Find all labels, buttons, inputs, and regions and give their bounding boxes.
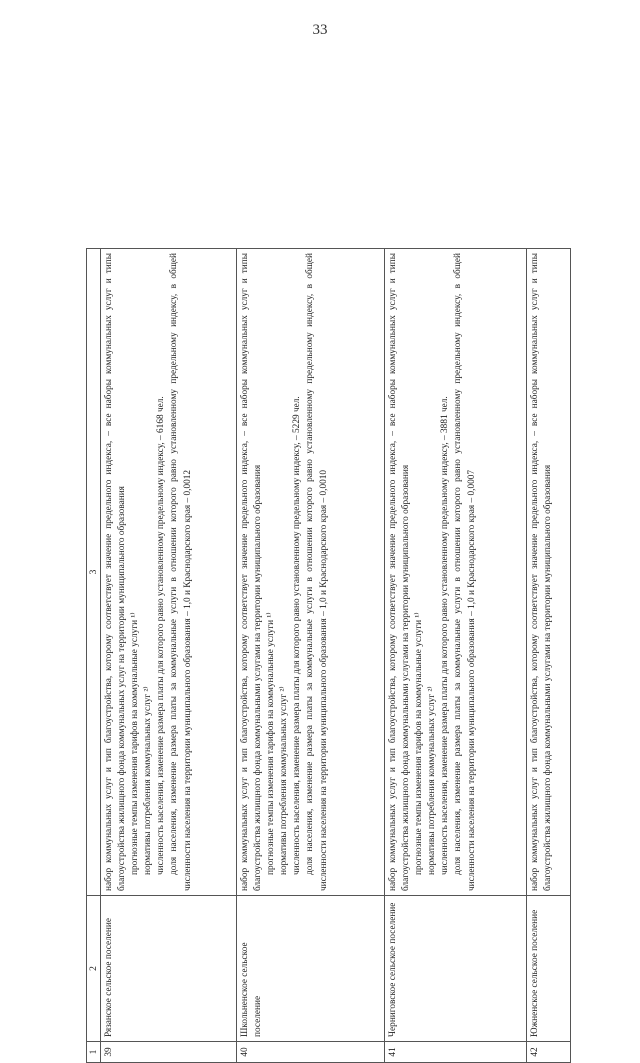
- desc-line: набор коммунальных услуг и тип благоустройства, которому соответствует значение предельного индекса, – все наборы коммунальных услуг и типы благоустройства жилищного фонда коммунальными услугами на территории муниципального образования: [240, 253, 264, 891]
- table-row: [101, 249, 237, 1063]
- desc-line: нормативы потребления коммунальных услуг ²⁾: [427, 686, 438, 875]
- table-row: [237, 249, 385, 1063]
- desc-line: численность населения, изменение размера платы для которого равно установленному предельному индексу, – 5229 чел.: [292, 396, 303, 875]
- row-number: 39: [101, 1042, 237, 1063]
- desc-line: прогнозные темпы изменения тарифов на коммунальные услуги ¹⁾: [130, 612, 141, 875]
- page-number: 33: [312, 22, 328, 38]
- settlement-name: Рязанское сельское поселение: [101, 896, 237, 1042]
- row-description: [237, 249, 385, 896]
- row-number: 42: [527, 1042, 571, 1063]
- desc-line: нормативы потребления коммунальных услуг ²⁾: [143, 686, 154, 875]
- desc-line: набор коммунальных услуг и тип благоустройства, которому соответствует значение предельного индекса, – все наборы коммунальных услуг и типы благоустройства жилищного фонда коммунальных услуг на территории муниципального образования: [104, 253, 128, 891]
- table-row: [385, 249, 527, 1063]
- desc-line: доля населения, изменение размера платы за коммунальные услуги в отношении которого равно установленному предельному индексу, в общей численности населения на территории муниципального образования – 1,0 и Краснодарского края – 0,0007: [453, 253, 477, 891]
- desc-line: прогнозные темпы изменения тарифов на коммунальные услуги ¹⁾: [414, 612, 425, 875]
- column-header-2: 2: [87, 896, 101, 1042]
- desc-line: нормативы потребления коммунальных услуг ²⁾: [279, 686, 290, 875]
- rotated-table-wrapper: [86, 248, 571, 1063]
- row-description: [385, 249, 527, 896]
- row-description: [101, 249, 237, 896]
- desc-line: доля населения, изменение размера платы за коммунальные услуги в отношении которого равно установленному предельному индексу, в общей численности населения на территории муниципального образования – 1,0 и Краснодарского края – 0,0010: [305, 253, 329, 891]
- desc-line: численность населения, изменение размера платы для которого равно установленному предельному индексу, – 6168 чел.: [156, 396, 167, 875]
- desc-line: доля населения, изменение размера платы за коммунальные услуги в отношении которого равно установленному предельному индексу, в общей численности населения на территории муниципального образования – 1,0 и Краснодарского края – 0,0012: [169, 253, 193, 891]
- row-description: [527, 249, 571, 896]
- column-header-3: 3: [87, 249, 101, 896]
- settlement-name: Черниговское сельское поселение: [385, 896, 527, 1042]
- table-row: [527, 249, 571, 1063]
- desc-line: прогнозные темпы изменения тарифов на коммунальные услуги ¹⁾: [266, 612, 277, 875]
- desc-line: численность населения, изменение размера платы для которого равно установленному предельному индексу, – 3881 чел.: [440, 396, 451, 875]
- column-header-1: 1: [87, 1042, 101, 1063]
- table-header-row: [87, 249, 101, 1063]
- desc-line: набор коммунальных услуг и тип благоустройства, которому соответствует значение предельного индекса, – все наборы коммунальных услуг и типы благоустройства жилищного фонда коммунальными услугами на территории муниципального образования: [388, 253, 412, 891]
- row-number: 40: [237, 1042, 385, 1063]
- settlement-name: Школьненское сельское поселение: [237, 896, 385, 1042]
- tariff-index-table: [86, 248, 571, 1063]
- desc-line: набор коммунальных услуг и тип благоустройства, которому соответствует значение предельного индекса, – все наборы коммунальных услуг и типы благоустройства жилищного фонда коммунальными услугами на территории муниципального образования: [530, 253, 554, 891]
- row-number: 41: [385, 1042, 527, 1063]
- settlement-name: Южненское сельское поселение: [527, 896, 571, 1042]
